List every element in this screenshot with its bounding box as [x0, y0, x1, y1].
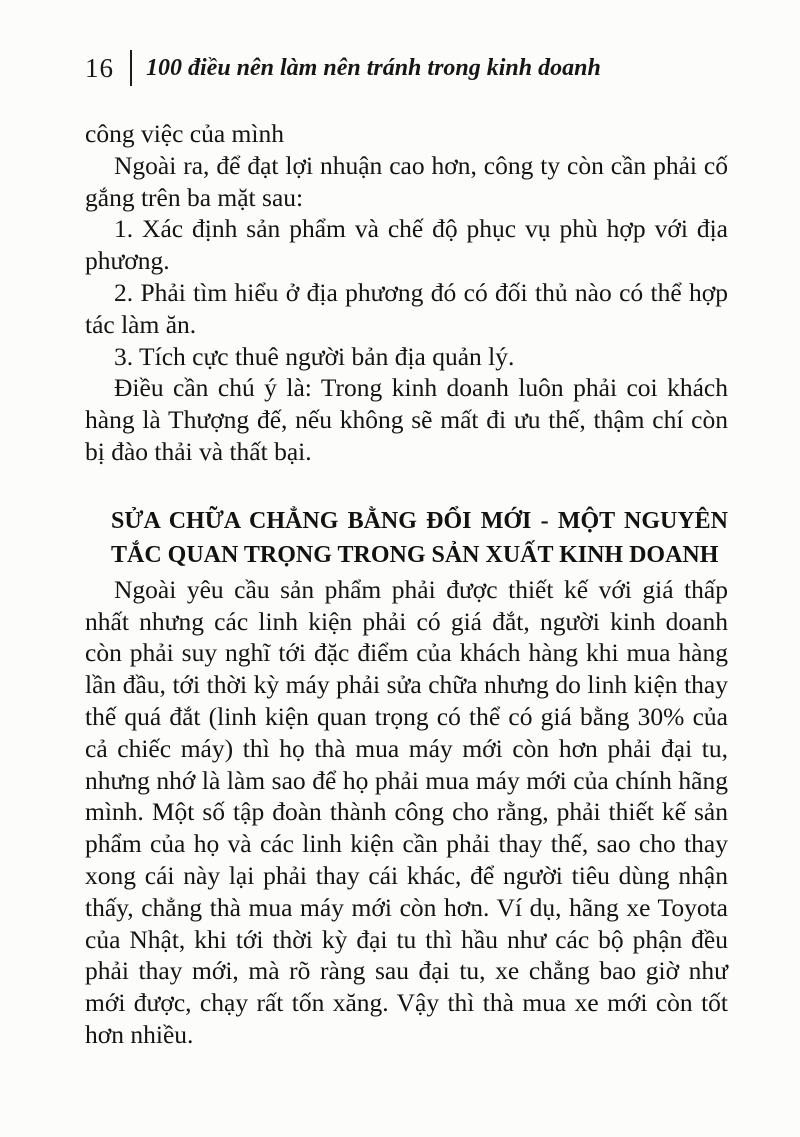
list-item-2: 2. Phải tìm hiểu ở địa phương đó có đối thủ nào có thể hợp tác làm ăn.: [85, 277, 728, 339]
section-heading: SỬA CHỮA CHẲNG BẰNG ĐỔI MỚI - MỘT NGUYÊN TẮC QUAN TRỌNG TRONG SẢN XUẤT KINH DOANH: [111, 507, 728, 569]
paragraph-continuation: công việc của mình: [85, 119, 284, 148]
page-number: 16: [85, 53, 114, 83]
page-body: [85, 118, 728, 1051]
running-title: 100 điều nên làm nên tránh trong kinh doanh: [146, 55, 601, 81]
header-divider: [130, 50, 132, 86]
section-paragraph: Ngoài yêu cầu sản phẩm phải được thiết kế với giá thấp nhất nhưng các linh kiện phải có giá đắt, người kinh doanh còn phải suy nghĩ tới đặc điểm của khách hàng khi mua hàng lần đầu, tới thời kỳ máy phải sửa chữa nhưng do linh kiện thay thế quá đắt (linh kiện quan trọng có thể có giá bằng 30% của cả chiếc máy) thì họ thà mua máy mới còn hơn phải đại tu, nhưng nhớ là làm sao để họ phải mua máy mới của chính hãng mình. Một số tập đoàn thành công cho rằng, phải thiết kế sản phẩm của họ và các linh kiện cần phải thay thế, sao cho thay xong cái này lại phải thay cái khác, để người tiêu dùng nhận thấy, chẳng thà mua máy mới còn hơn. Ví dụ, hãng xe Toyota của Nhật, khi tới thời kỳ đại tu thì hầu như các bộ phận đều phải thay mới, mà rõ ràng sau đại tu, xe chẳng bao giờ như mới được, chạy rất tốn xăng. Vậy thì thà mua xe mới còn tốt hơn nhiều.: [85, 574, 728, 1049]
list-item-3: 3. Tích cực thuê người bản địa quản lý.: [114, 341, 515, 371]
list-item-1: 1. Xác định sản phẩm và chế độ phục vụ phù hợp với địa phương.: [85, 214, 728, 276]
running-header: [85, 50, 728, 86]
paragraph-note: Điều cần chú ý là: Trong kinh doanh luôn phải coi khách hàng là Thượng đế, nếu không sẽ mất đi ưu thế, thậm chí còn bị đào thải và thất bại.: [85, 373, 728, 466]
paragraph-intro: Ngoài ra, để đạt lợi nhuận cao hơn, công ty còn cần phải cố gắng trên ba mặt sau:: [85, 150, 728, 212]
